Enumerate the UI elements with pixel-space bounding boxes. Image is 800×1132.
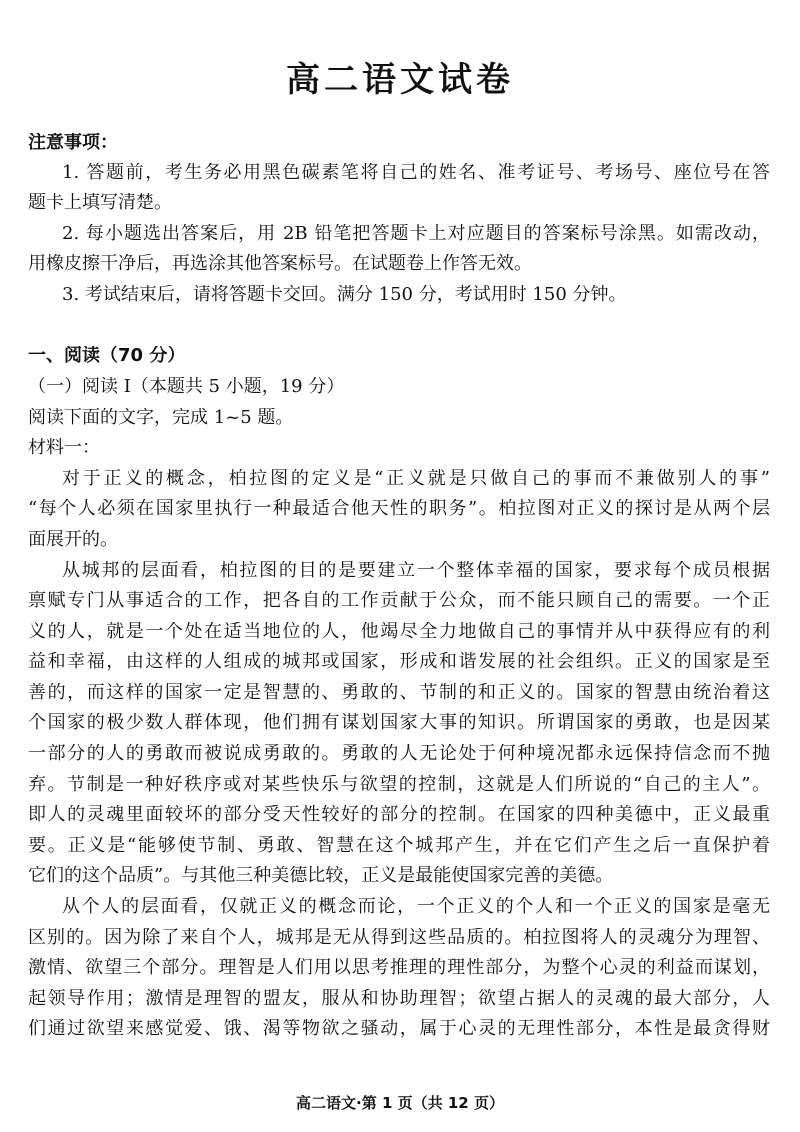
body-line: 区别的。因为除了来自个人，城邦是无从得到这些品质的。柏拉图将人的灵魂分为理智、 <box>28 928 770 948</box>
body-line: 从个人的层面看，仅就正义的概念而论，一个正义的个人和一个正义的国家是毫无 <box>62 897 770 917</box>
notice-item-1-line-2: 题卡上填写清楚。 <box>28 193 172 213</box>
notice-item-2-line-2: 用橡皮擦干净后，再选涂其他答案标号。在试题卷上作答无效。 <box>28 254 532 274</box>
body-line: 禀赋专门从事适合的工作，把各自的工作贡献于公众，而不能只顾自己的需要。一个正 <box>28 591 770 611</box>
body-line: 它们的这个品质”。与其他三种美德比较，正义是最能使国家完善的美德。 <box>28 866 614 886</box>
notice-heading: 注意事项： <box>28 133 118 153</box>
body-line: 从城邦的层面看，柏拉图的目的是要建立一个整体幸福的国家，要求每个成员根据 <box>62 561 770 581</box>
body-line: 起领导作用；激情是理智的盟友，服从和协助理智；欲望占据人的灵魂的最大部分，人 <box>28 989 770 1009</box>
body-line: 面展开的。 <box>28 530 118 550</box>
body-line: 弃。节制是一种好秩序或对某些快乐与欲望的控制，这就是人们所说的“自己的主人”。 <box>28 775 770 795</box>
page-title: 高二语文试卷 <box>286 60 514 100</box>
body-line: “每个人必须在国家里执行一种最适合他天性的职务”。柏拉图对正义的探讨是从两个层 <box>28 499 770 519</box>
body-line: 对于正义的概念，柏拉图的定义是“正义就是只做自己的事而不兼做别人的事” <box>62 469 770 489</box>
body-line: 个国家的极少数人群体现，他们拥有谋划国家大事的知识。所谓国家的勇敢，也是因某 <box>28 713 770 733</box>
material-label: 材料一： <box>28 438 100 458</box>
body-line: 即人的灵魂里面较坏的部分受天性较好的部分的控制。在国家的四种美德中，正义最重 <box>28 805 770 825</box>
body-line: 激情、欲望三个部分。理智是人们用以思考推理的理性部分，为整个心灵的利益而谋划， <box>28 958 770 978</box>
subsection-heading: （一）阅读 Ⅰ（本题共 5 小题，19 分） <box>28 377 345 397</box>
body-line: 义的人，就是一个处在适当地位的人，他竭尽全力地做自己的事情并从中获得应有的利 <box>28 622 770 642</box>
notice-item-2-line-1: 2. 每小题选出答案后，用 2B 铅笔把答题卡上对应题目的答案标号涂黑。如需改动， <box>62 224 770 244</box>
notice-item-1-line-1: 1. 答题前，考生务必用黑色碳素笔将自己的姓名、准考证号、考场号、座位号在答 <box>62 163 770 183</box>
body-line: 一部分的人的勇敢而被说成勇敢的。勇敢的人无论处于何种境况都永远保持信念而不抛 <box>28 744 770 764</box>
page-footer: 高二语文·第 1 页（共 12 页） <box>296 1094 504 1112</box>
notice-item-3: 3. 考试结束后，请将答题卡交回。满分 150 分，考试用时 150 分钟。 <box>62 285 627 305</box>
body-line: 们通过欲望来感觉爱、饿、渴等物欲之骚动，属于心灵的无理性部分，本性是最贪得财 <box>28 1019 770 1039</box>
body-line: 善的，而这样的国家一定是智慧的、勇敢的、节制的和正义的。国家的智慧由统治着这 <box>28 683 770 703</box>
section-heading: 一、阅读（70 分） <box>28 346 186 366</box>
body-line: 要。正义是“能够使节制、勇敢、智慧在这个城邦产生，并在它们产生之后一直保护着 <box>28 836 770 856</box>
instruction-text: 阅读下面的文字，完成 1~5 题。 <box>28 408 294 428</box>
body-line: 益和幸福，由这样的人组成的城邦或国家，形成和谐发展的社会组织。正义的国家是至 <box>28 652 770 672</box>
